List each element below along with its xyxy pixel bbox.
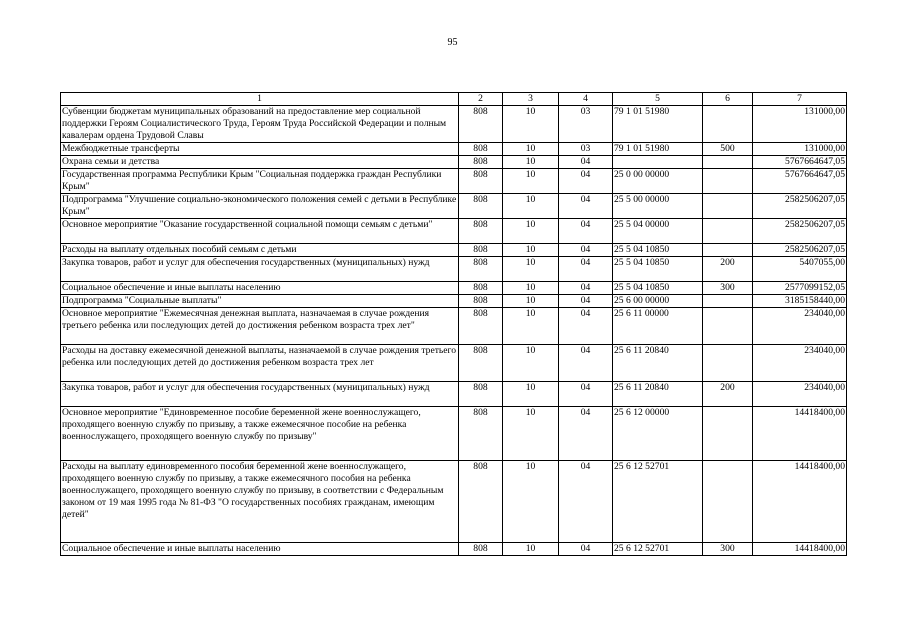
ministry-code: 808 [459,169,503,194]
table-row [61,308,847,345]
target-article-code: 25 5 04 00000 [613,219,703,244]
table-row [61,295,847,308]
table-row [61,219,847,244]
target-article-code: 79 1 01 51980 [613,143,703,156]
amount: 5407055,00 [753,257,847,282]
expense-type-code: 200 [703,257,753,282]
amount: 14418400,00 [753,407,847,461]
table-row [61,143,847,156]
row-name: Межбюджетные трансферты [61,143,459,156]
table-row [61,345,847,382]
expense-type-code: 300 [703,282,753,295]
table-row [61,169,847,194]
section-code: 10 [503,543,559,556]
row-name: Расходы на выплату отдельных пособий семьям с детьми [61,244,459,257]
expense-type-code [703,156,753,169]
table-row [61,194,847,219]
section-code: 10 [503,345,559,382]
ministry-code: 808 [459,345,503,382]
expense-type-code [703,194,753,219]
expense-type-code: 300 [703,543,753,556]
expense-type-code [703,169,753,194]
subsection-code: 04 [559,169,613,194]
subsection-code: 04 [559,295,613,308]
header-cell: 1 [61,93,459,106]
target-article-code: 25 6 12 52701 [613,543,703,556]
table-row [61,543,847,556]
target-article-code: 25 6 11 00000 [613,308,703,345]
ministry-code: 808 [459,382,503,407]
row-name: Основное мероприятие "Ежемесячная денежная выплата, назначаемая в случае рождения третьего ребенка или последующих детей до достижения ребенком возраста трех лет" [61,308,459,345]
row-name: Социальное обеспечение и иные выплаты населению [61,543,459,556]
target-article-code: 25 5 00 00000 [613,194,703,219]
target-article-code: 25 6 12 00000 [613,407,703,461]
header-cell: 4 [559,93,613,106]
row-name: Социальное обеспечение и иные выплаты населению [61,282,459,295]
row-name: Основное мероприятие "Оказание государственной социальной помощи семьям с детьми" [61,219,459,244]
row-name: Закупка товаров, работ и услуг для обеспечения государственных (муниципальных) нужд [61,382,459,407]
subsection-code: 04 [559,156,613,169]
page-number: 95 [447,37,458,48]
amount: 234040,00 [753,345,847,382]
subsection-code: 04 [559,282,613,295]
expense-type-code [703,244,753,257]
target-article-code: 79 1 01 51980 [613,106,703,143]
section-code: 10 [503,156,559,169]
section-code: 10 [503,308,559,345]
section-code: 10 [503,407,559,461]
row-name: Государственная программа Республики Крым "Социальная поддержка граждан Республики Крым" [61,169,459,194]
header-cell: 5 [613,93,703,106]
table-row [61,407,847,461]
section-code: 10 [503,382,559,407]
section-code: 10 [503,169,559,194]
section-code: 10 [503,282,559,295]
expense-type-code [703,407,753,461]
ministry-code: 808 [459,194,503,219]
amount: 2582506207,05 [753,194,847,219]
target-article-code: 25 6 00 00000 [613,295,703,308]
ministry-code: 808 [459,219,503,244]
amount: 2582506207,05 [753,244,847,257]
subsection-code: 03 [559,106,613,143]
header-cell: 2 [459,93,503,106]
ministry-code: 808 [459,407,503,461]
table-row [61,106,847,143]
amount: 131000,00 [753,106,847,143]
header-cell: 7 [753,93,847,106]
section-code: 10 [503,219,559,244]
subsection-code: 04 [559,219,613,244]
expense-type-code [703,461,753,543]
subsection-code: 04 [559,543,613,556]
table-row [61,257,847,282]
section-code: 10 [503,295,559,308]
row-name: Подпрограмма "Социальные выплаты" [61,295,459,308]
expense-type-code [703,345,753,382]
ministry-code: 808 [459,106,503,143]
section-code: 10 [503,257,559,282]
expense-type-code [703,295,753,308]
row-name: Закупка товаров, работ и услуг для обеспечения государственных (муниципальных) нужд [61,257,459,282]
expense-type-code: 500 [703,143,753,156]
subsection-code: 03 [559,143,613,156]
ministry-code: 808 [459,308,503,345]
row-name: Охрана семьи и детства [61,156,459,169]
target-article-code: 25 5 04 10850 [613,257,703,282]
row-name: Основное мероприятие "Единовременное пособие беременной жене военнослужащего, проходящего военную службу по призыву, а также ежемесячное пособие на ребенка военнослужащего, проходящего военную службу по призыву" [61,407,459,461]
subsection-code: 04 [559,407,613,461]
table-row [61,382,847,407]
row-name: Расходы на выплату единовременного пособия беременной жене военнослужащего, проходящего военную службу по призыву, а также ежемесячного пособия на ребенка военнослужащего, проходящего военную службу по призыву, в соответствии с Федеральным законом от 19 мая 1995 года № 81-ФЗ "О государственных пособиях гражданам, имеющим детей" [61,461,459,543]
ministry-code: 808 [459,295,503,308]
table-row [61,461,847,543]
subsection-code: 04 [559,308,613,345]
section-code: 10 [503,461,559,543]
amount: 3185158440,00 [753,295,847,308]
subsection-code: 04 [559,461,613,543]
amount: 131000,00 [753,143,847,156]
expense-type-code: 200 [703,382,753,407]
section-code: 10 [503,106,559,143]
subsection-code: 04 [559,345,613,382]
amount: 2577099152,05 [753,282,847,295]
ministry-code: 808 [459,257,503,282]
row-name: Расходы на доставку ежемесячной денежной выплаты, назначаемой в случае рождения третьего ребенка или последующих детей до достижения ребенком возраста трех лет [61,345,459,382]
table-row [61,156,847,169]
amount: 2582506207,05 [753,219,847,244]
target-article-code: 25 6 11 20840 [613,382,703,407]
subsection-code: 04 [559,257,613,282]
section-code: 10 [503,244,559,257]
expense-type-code [703,219,753,244]
section-code: 10 [503,143,559,156]
target-article-code: 25 5 04 10850 [613,244,703,257]
section-code: 10 [503,194,559,219]
target-article-code [613,156,703,169]
subsection-code: 04 [559,194,613,219]
target-article-code: 25 0 00 00000 [613,169,703,194]
table-row [61,244,847,257]
target-article-code: 25 5 04 10850 [613,282,703,295]
expense-type-code [703,308,753,345]
row-name: Субвенции бюджетам муниципальных образований на предоставление мер социальной поддержки Героям Социалистического Труда, Героям Труда Российской Федерации и полным кавалерам ордена Трудовой Славы [61,106,459,143]
header-row [61,93,847,106]
amount: 234040,00 [753,308,847,345]
ministry-code: 808 [459,156,503,169]
ministry-code: 808 [459,461,503,543]
header-cell: 6 [703,93,753,106]
ministry-code: 808 [459,143,503,156]
subsection-code: 04 [559,244,613,257]
ministry-code: 808 [459,244,503,257]
ministry-code: 808 [459,282,503,295]
budget-table [60,92,847,556]
row-name: Подпрограмма "Улучшение социально-экономического положения семей с детьми в Республике Крым" [61,194,459,219]
table-row [61,282,847,295]
ministry-code: 808 [459,543,503,556]
amount: 5767664647,05 [753,156,847,169]
target-article-code: 25 6 12 52701 [613,461,703,543]
expense-type-code [703,106,753,143]
amount: 14418400,00 [753,461,847,543]
amount: 5767664647,05 [753,169,847,194]
target-article-code: 25 6 11 20840 [613,345,703,382]
header-cell: 3 [503,93,559,106]
amount: 14418400,00 [753,543,847,556]
amount: 234040,00 [753,382,847,407]
subsection-code: 04 [559,382,613,407]
